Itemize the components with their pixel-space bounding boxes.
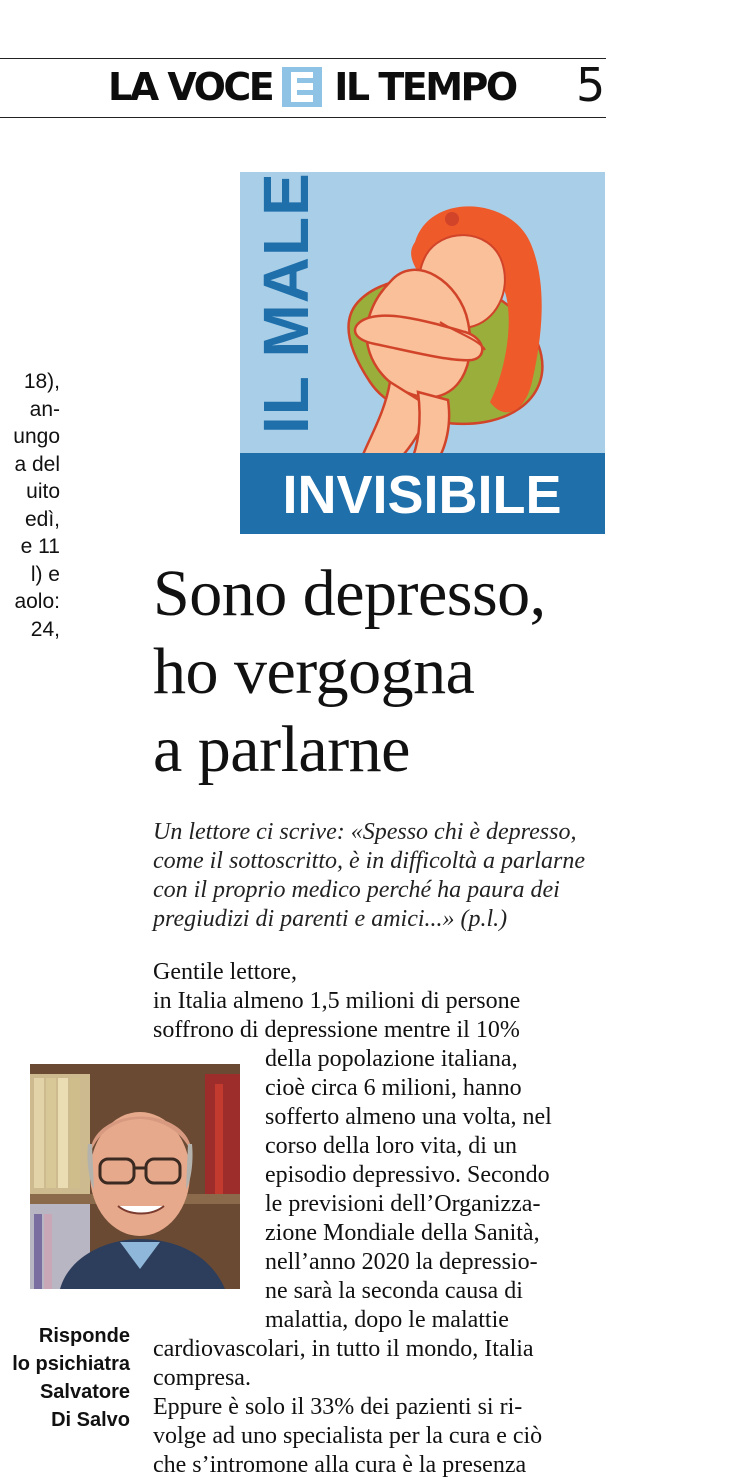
illustration-vertical-text: IL MALE	[250, 172, 322, 434]
caption-line: Salvatore	[39, 1381, 130, 1403]
caption-line: Risponde	[38, 1325, 130, 1347]
body-line: che s’intromone alla cura è la presenza	[153, 1452, 527, 1478]
body-line: compresa.	[153, 1365, 251, 1391]
body-line: volge ad uno specialista per la cura e ciò	[153, 1423, 543, 1449]
left-column-line: a del	[14, 452, 60, 476]
headline-line: a parlarne	[153, 713, 410, 786]
masthead	[108, 64, 516, 110]
headline-line: ho vergogna	[153, 635, 475, 708]
left-column-fragment	[0, 368, 60, 643]
masthead-right-title: IL TEMPO	[334, 65, 516, 109]
body-line: nell’anno 2020 la depressio-	[265, 1249, 538, 1275]
page-number: 5	[576, 58, 606, 112]
body-line: Eppure è solo il 33% dei pazienti si ri-	[153, 1394, 523, 1420]
body-line: cioè circa 6 milioni, hanno	[265, 1075, 522, 1101]
lead-line: come il sottoscritto, è in difficoltà a parlarne	[153, 848, 585, 874]
top-rule	[0, 58, 606, 59]
body-line: malattia, dopo le malattie	[265, 1307, 509, 1333]
left-column-line: 24,	[30, 617, 60, 641]
caption-line: Di Salvo	[51, 1409, 130, 1431]
body-line: della popolazione italiana,	[265, 1046, 518, 1072]
author-caption	[0, 1322, 130, 1434]
body-line: Gentile lettore,	[153, 959, 297, 985]
body-line: sofferto almeno una volta, nel	[265, 1104, 552, 1130]
lead-line: pregiudizi di parenti e amici...» (p.l.)	[153, 906, 508, 932]
left-column-line: 18),	[23, 370, 60, 393]
left-column-line: ungo	[13, 425, 60, 448]
lead-line: Un lettore ci scrive: «Spesso chi è depresso,	[153, 819, 577, 845]
left-column-line: uito	[26, 480, 60, 503]
psychiatrist-portrait-photo	[30, 1064, 240, 1289]
body-line: le previsioni dell’Organizza-	[265, 1191, 541, 1217]
body-line: episodio depressivo. Secondo	[265, 1162, 550, 1188]
left-column-line: l) e	[30, 562, 60, 586]
body-line: zione Mondiale della Sanità,	[265, 1220, 540, 1246]
article-headline	[153, 555, 623, 789]
caption-line: lo psichiatra	[12, 1353, 130, 1375]
newspaper-logo-icon	[282, 67, 322, 107]
left-column-line: e 11	[20, 535, 60, 558]
illustration-banner-text: INVISIBILE	[282, 465, 562, 525]
masthead-left-title: LA VOCE	[108, 65, 273, 109]
il-male-invisibile-illustration	[240, 172, 605, 534]
body-line: cardiovascolari, in tutto il mondo, Italia	[153, 1336, 534, 1362]
masthead-bottom-rule	[0, 117, 606, 118]
body-line: in Italia almeno 1,5 milioni di persone	[153, 988, 521, 1014]
left-column-line: aolo:	[14, 590, 60, 613]
body-line: corso della loro vita, di un	[265, 1133, 517, 1159]
body-line: soffrono di depressione mentre il 10%	[153, 1017, 520, 1043]
headline-line: Sono depresso,	[153, 557, 546, 630]
left-column-line: an-	[29, 397, 60, 421]
reader-letter-lead	[153, 818, 613, 934]
body-line: ne sarà la seconda causa di	[265, 1278, 523, 1304]
left-column-line: edì,	[24, 507, 60, 531]
lead-line: con il proprio medico perché ha paura dei	[153, 877, 560, 903]
